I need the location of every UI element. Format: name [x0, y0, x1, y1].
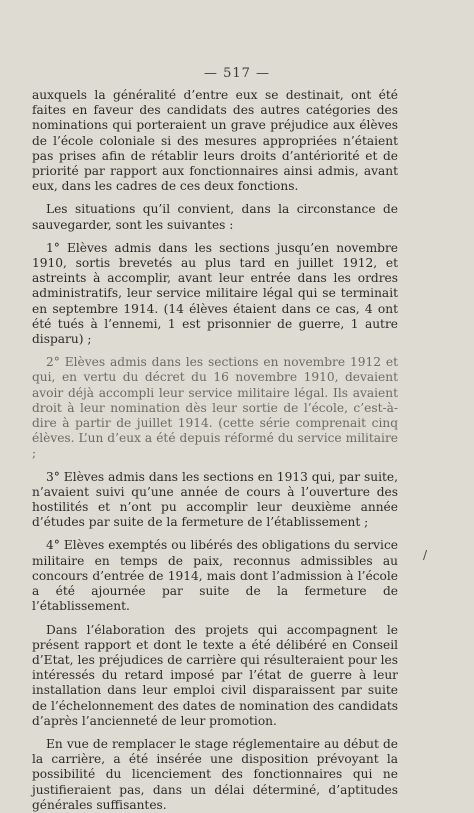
paragraph-situations-intro: Les situations qu’il convient, dans la circonstance de sauvegarder, sont les suivantes :: [32, 202, 398, 232]
paragraph-item-1: 1° Elèves admis dans les sections jusqu’en novembre 1910, sortis brevetés au plus tard en juillet 1912, et astreints à accomplir, avant leur entrée dans les ordres administratifs, leur service militaire légal qui se terminait en septembre 1914. (14 élèves étaient dans ce cas, 4 ont été tués à l’ennemi, 1 est prisonnier de guerre, 1 autre disparu) ;: [32, 240, 398, 347]
paragraph-item-3: 3° Elèves admis dans les sections en 1913 qui, par suite, n’avaient suivi qu’une année de cours à l’ouverture des hostilités et n’ont pu accomplir leur deuxième année d’études par suite de la fermeture de l’établissement ;: [32, 469, 398, 530]
body-text: [32, 88, 398, 813]
paragraph-item-2: 2° Elèves admis dans les sections en novembre 1912 et qui, en vertu du décret du 16 novembre 1910, devaient avoir déjà accompli leur service militaire légal. Ils avaient droit à leur nomination dès leur sortie de l’école, c’est-à-dire à partir de juillet 1914. (cette série comprenait cinq élèves. L’un d’eux a été depuis réformé du service militaire ;: [32, 355, 398, 461]
paragraph-elaboration: Dans l’élaboration des projets qui accompagnent le présent rapport et dont le texte a été délibéré en Conseil d’Etat, les préjudices de carrière qui résulteraient pour les intéressés du retard imposé par l’état de guerre à leur installation dans leur emploi civil disparaissent par suite de l’échelonnement des dates de nomination des candidats d’après l’ancienneté de leur promotion.: [32, 622, 398, 728]
margin-annotation-mark: /: [423, 548, 428, 562]
paragraph-item-4: 4° Elèves exemptés ou libérés des obligations du service militaire en temps de paix, reconnus admissibles au concours d’entrée de 1914, mais dont l’admission à l’école a été ajournée par suite de la fermeture de l’établissement.: [32, 538, 398, 614]
page-number: — 517 —: [203, 66, 271, 81]
paragraph-stage: En vue de remplacer le stage réglementaire au début de la carrière, a été insérée une disposition prévoyant la possibilité du licenciement des fonctionnaires qui ne justifieraient pas, dans un délai déterminé, d’aptitudes générales suffisantes.: [32, 736, 398, 812]
paragraph-continuation: auxquels la généralité d’entre eux se destinait, ont été faites en faveur des candidats des autres catégories des nominations qui porteraient un grave préjudice aux élèves de l’école coloniale si des mesures appropriées n’étaient pas prises afin de rétablir leurs droits d’antériorité et de priorité par rapport aux fonctionnaires ainsi admis, avant eux, dans les cadres de ces deux fonctions.: [32, 88, 398, 194]
